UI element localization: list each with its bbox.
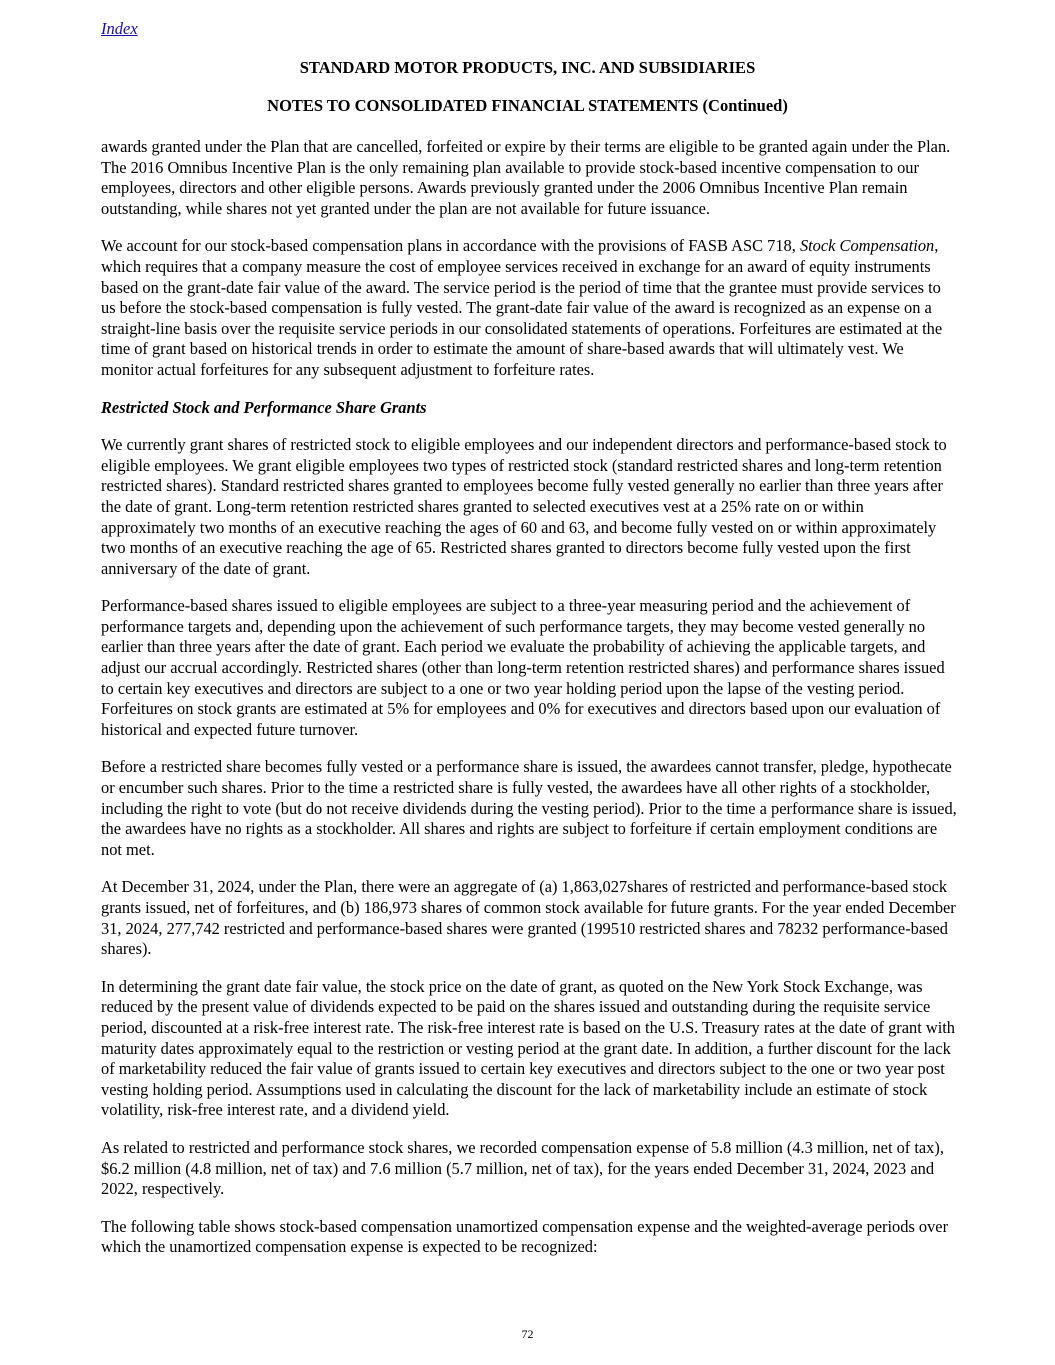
paragraph-text: , which requires that a company measure the cost of employee services received in exchange for an award of equity instruments based on the grant-date fair value of the award. The service period is the period of time that the grantee must provide services to us before the stock-based compensation is fully vested. The grant-date fair value of the award is recognized as an expense on a straight-line basis over the requisite service periods in our consolidated statements of operations. Forfeitures are estimated at the time of grant based on historical trends in order to estimate the amount of share-based awards that will ultimately vest. We monitor actual forfeitures for any subsequent adjustment to forfeiture rates. xyxy=(101,236,943,379)
page-number: 72 xyxy=(521,1327,534,1341)
paragraph-performance-shares: Performance-based shares issued to eligible employees are subject to a three-year measuring period and the achievement of performance targets and, depending upon the achievement of such performance targets, they may become vested generally no earlier than three years after the date of grant. Each period we evaluate the probability of achieving the applicable targets, and adjust our accrual accordingly. Restricted shares (other than long-term retention restricted shares) and performance shares issued to certain key executives and directors are subject to a one or two year holding period upon the lapse of the vesting period. Forfeitures on stock grants are estimated at 5% for employees and 0% for executives and directors based upon our evaluation of historical and expected future turnover. xyxy=(101,596,945,739)
company-name-heading: STANDARD MOTOR PRODUCTS, INC. AND SUBSIDIARIES xyxy=(299,58,756,77)
paragraph-share-counts: At December 31, 2024, under the Plan, there were an aggregate of (a) 1,863,027shares of restricted and performance-based stock grants issued, net of forfeitures, and (b) 186,973 shares of common stock available for future grants. For the year ended December 31, 2024, 277,742 restricted and performance-based shares were granted (199510 restricted shares and 78232 performance-based shares). xyxy=(101,877,956,959)
paragraph-compensation-expense: As related to restricted and performance stock shares, we recorded compensation expense of 5.8 million (4.3 million, net of tax), $6.2 million (4.8 million, net of tax) and 7.6 million (5.7 million, net of tax), for the years ended December 31, 2024, 2023 and 2022, respectively. xyxy=(101,1137,944,1199)
index-link[interactable]: Index xyxy=(101,19,138,38)
document-body xyxy=(101,137,957,1275)
notes-title-heading: NOTES TO CONSOLIDATED FINANCIAL STATEMENTS (Continued) xyxy=(267,96,788,115)
section-heading-restricted-stock: Restricted Stock and Performance Share Grants xyxy=(101,397,427,417)
standard-title-italic: Stock Compensation xyxy=(799,236,935,256)
paragraph-plan-awards: awards granted under the Plan that are cancelled, forfeited or expire by their terms are eligible to be granted again under the Plan. The 2016 Omnibus Incentive Plan is the only remaining plan available to provide stock-based incentive compensation to our employees, directors and other eligible persons. Awards previously granted under the 2006 Omnibus Incentive Plan remain outstanding, while shares not yet granted under the plan are not available for future issuance. xyxy=(101,137,951,218)
paragraph-restricted-stock-types: We currently grant shares of restricted stock to eligible employees and our independent directors and performance-based stock to eligible employees. We grant eligible employees two types of restricted stock (standard restricted shares and long-term retention restricted shares). Standard restricted shares granted to employees become fully vested generally no earlier than three years after the date of grant. Long-term retention restricted shares granted to selected executives vest at a 25% rate on or within approximately two months of an executive reaching the ages of 60 and 63, and become fully vested on or within approximately two months of an executive reaching the age of 65. Restricted shares granted to directors become fully vested upon the first anniversary of the date of grant. xyxy=(101,435,947,578)
paragraph-table-intro: The following table shows stock-based compensation unamortized compensation expense and the weighted-average periods over which the unamortized compensation expense is expected to be recognized: xyxy=(101,1216,949,1257)
paragraph-awardee-rights: Before a restricted share becomes fully vested or a performance share is issued, the awardees cannot transfer, pledge, hypothecate or encumber such shares. Prior to the time a restricted share is fully vested, the awardees have all other rights of a stockholder, including the right to vote (but do not receive dividends during the vesting period). Prior to the time a performance share is issued, the awardees have no rights as a stockholder. All shares and rights are subject to forfeiture if certain employment conditions are not met. xyxy=(101,757,957,859)
paragraph-accounting-policy xyxy=(101,236,957,380)
paragraph-fair-value: In determining the grant date fair value, the stock price on the date of grant, as quoted on the New York Stock Exchange, was reduced by the present value of dividends expected to be paid on the shares issued and outstanding during the requisite service period, discounted at a risk-free interest rate. The risk-free interest rate is based on the U.S. Treasury rates at the date of grant with maturity dates approximately equal to the restriction or vesting period at the grant date. In addition, a further discount for the lack of marketability reduced the fair value of grants issued to certain key executives and directors subject to the one or two year post vesting holding period. Assumptions used in calculating the discount for the lack of marketability include an estimate of stock volatility, risk-free interest rate, and a dividend yield. xyxy=(101,976,956,1120)
paragraph-text: We account for our stock-based compensation plans in accordance with the provisions of FASB ASC 718, xyxy=(101,236,800,256)
